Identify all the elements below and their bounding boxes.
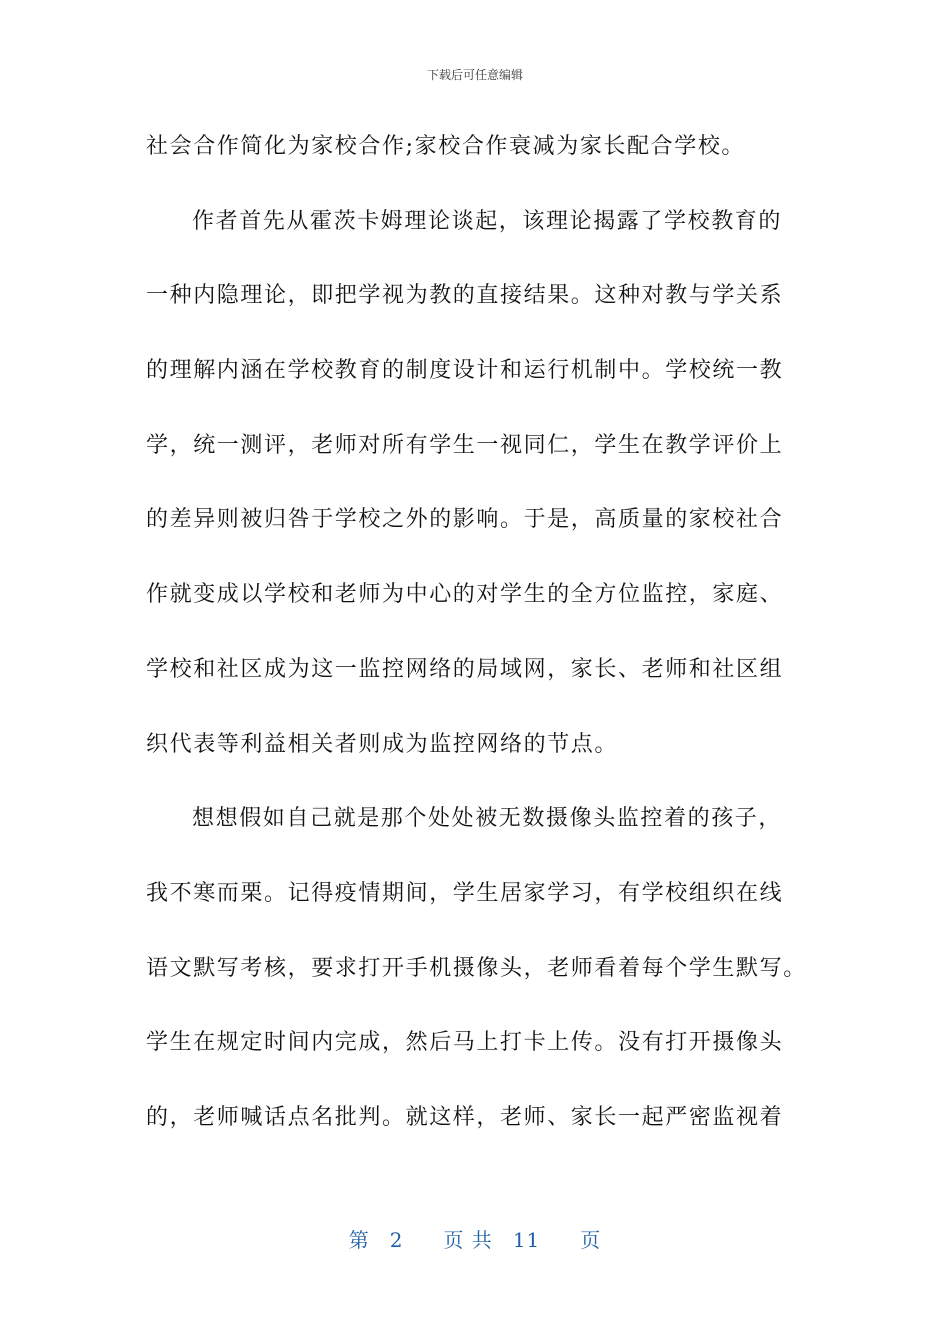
text-line: 作者首先从霍茨卡姆理论谈起，该理论揭露了学校教育的	[192, 208, 783, 234]
footer-page-number: 2	[389, 1228, 404, 1252]
text-line: 的，老师喊话点名批判。就这样，老师、家长一起严密监视着	[146, 1104, 784, 1130]
text-line: 我不寒而栗。记得疫情期间，学生居家学习，有学校组织在线	[146, 880, 784, 906]
text-line: 社会合作简化为家校合作;家校合作衰减为家长配合学校。	[146, 134, 746, 159]
text-line: 学生在规定时间内完成，然后马上打卡上传。没有打开摄像头	[146, 1030, 784, 1056]
page-header: 下载后可任意编辑	[426, 68, 523, 82]
text-line: 的理解内涵在学校教育的制度设计和运行机制中。学校统一教	[146, 358, 784, 384]
text-line: 学校和社区成为这一监控网络的局域网，家长、老师和社区组	[146, 656, 784, 682]
page-footer	[0, 1224, 950, 1253]
footer-prefix: 第	[348, 1228, 370, 1252]
footer-middle: 页 共	[443, 1228, 493, 1252]
text-line: 一种内隐理论，即把学视为教的直接结果。这种对教与学关系	[146, 283, 784, 309]
text-line: 想想假如自己就是那个处处被无数摄像头监控着的孩子，	[192, 806, 783, 832]
text-line: 的差异则被归咎于学校之外的影响。于是，高质量的家校社合	[146, 507, 784, 533]
document-body	[146, 124, 806, 1170]
footer-suffix: 页	[580, 1228, 602, 1252]
text-line: 织代表等利益相关者则成为监控网络的节点。	[146, 731, 619, 757]
footer-total-pages: 11	[512, 1228, 541, 1252]
text-line: 作就变成以学校和老师为中心的对学生的全方位监控，家庭、	[146, 582, 784, 608]
text-line: 学，统一测评，老师对所有学生一视同仁，学生在教学评价上	[146, 432, 784, 458]
text-line: 语文默写考核，要求打开手机摄像头，老师看着每个学生默写。	[146, 955, 807, 981]
